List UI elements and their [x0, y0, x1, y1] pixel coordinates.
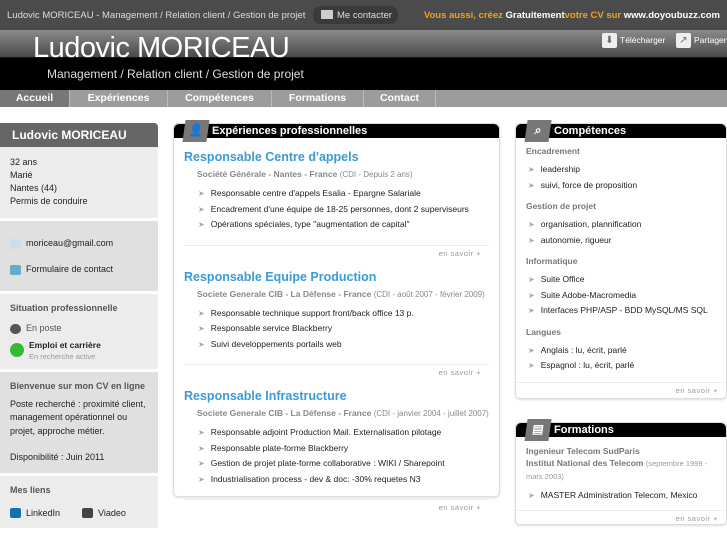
- sidebar-name: Ludovic MORICEAU: [0, 123, 158, 147]
- links-title: Mes liens: [10, 484, 51, 495]
- formations-header: ▤ Formations: [516, 423, 726, 437]
- welcome-section: [0, 372, 158, 473]
- header-subtitle: Management / Relation client / Gestion de projet: [47, 67, 304, 81]
- skill-item: ➤ autonomie, rigueur: [528, 233, 726, 249]
- formation-period: (septembre 1999 - mars 2003): [526, 459, 708, 481]
- skill-group-title: Langues: [526, 326, 561, 337]
- form-icon: [10, 265, 21, 275]
- linkedin-icon: [10, 508, 21, 518]
- tab-contact[interactable]: Contact: [364, 90, 436, 107]
- skill-item: ➤ Suite Office: [528, 272, 726, 288]
- contact-form-link[interactable]: Formulaire de contact: [10, 256, 148, 282]
- skill-item: ➤ organisation, plannification: [528, 217, 726, 233]
- competences-header: ⌕ Compétences: [516, 124, 726, 138]
- competences-card: [515, 123, 727, 399]
- job-task: ➤ Responsable adjoint Production Mail. Externalisation pilotage: [198, 425, 489, 441]
- job-period: (CDI - août 2007 - février 2009): [373, 289, 485, 299]
- download-icon: ⬇: [602, 33, 617, 48]
- job-more-link[interactable]: en savoir +: [184, 499, 489, 512]
- job-more-link[interactable]: en savoir +: [184, 364, 489, 377]
- emploi-label: Emploi et carrière: [29, 340, 101, 350]
- skill-group-title: Informatique: [526, 256, 578, 266]
- formation-item: ➤ MASTER Administration Telecom, Mexico: [528, 488, 726, 504]
- links-section: [0, 476, 158, 528]
- main-nav: [0, 90, 727, 107]
- viadeo-link[interactable]: Viadeo: [82, 507, 126, 520]
- welcome-text: Poste recherché : proximité client, management opérationnel ou projet, approche métier.: [10, 398, 146, 436]
- job-company: Société Générale - Nantes - France (CDI - Depuis 2 ans): [197, 169, 413, 179]
- skill-item: ➤ suivi, force de proposition: [528, 178, 726, 194]
- magnifier-icon: ⌕: [524, 120, 551, 142]
- promo-link[interactable]: Vous aussi, créez Gratuitementvotre CV sur www.doyoubuzz.com: [423, 10, 720, 21]
- skill-item: ➤ Anglais : lu, écrit, parlé: [528, 343, 726, 359]
- download-button[interactable]: ⬇ Télécharger: [602, 33, 665, 48]
- contact-section: [0, 221, 158, 291]
- job-task: ➤ Responsable plate-forme Blackberry: [198, 441, 489, 457]
- job-task: ➤ Suivi developpements portails web: [198, 337, 489, 353]
- person-icon: [10, 324, 21, 334]
- linkedin-link[interactable]: LinkedIn: [10, 507, 60, 520]
- situation-status: En poste: [26, 323, 62, 333]
- driving-license: Permis de conduire: [10, 196, 88, 206]
- job-more-link[interactable]: en savoir +: [184, 245, 489, 258]
- tab-experiences[interactable]: Expériences: [70, 90, 168, 107]
- job-entry: [174, 150, 499, 258]
- skill-item: ➤ Espagnol : lu, écrit, parlé: [528, 358, 726, 374]
- job-title[interactable]: Responsable Infrastructure: [184, 389, 347, 403]
- location: Nantes (44): [10, 183, 58, 193]
- skill-item: ➤ leadership: [528, 162, 726, 178]
- skill-item: ➤ Suite Adobe-Macromedia: [528, 288, 726, 304]
- age: 32 ans: [10, 157, 38, 167]
- job-title[interactable]: Responsable Equipe Production: [184, 269, 377, 284]
- left-sidebar: [0, 123, 158, 531]
- job-entry: [174, 270, 499, 378]
- job-task: ➤ Gestion de projet plate-forme collaborative : WIKI / Sharepoint: [198, 456, 489, 472]
- situation-section: [0, 294, 158, 369]
- welcome-title: Bienvenue sur mon CV en ligne: [10, 381, 146, 391]
- contact-button[interactable]: [313, 6, 398, 24]
- share-button[interactable]: ↗ Partager: [676, 33, 727, 48]
- status-green-icon: [10, 343, 24, 357]
- competences-more-link[interactable]: en savoir +: [516, 382, 726, 395]
- book-icon: ▤: [524, 419, 551, 441]
- person-icon: 👤: [182, 120, 209, 142]
- job-company: Societe Generale CIB - La Défense - France (CDI - janvier 2004 - juillet 2007): [197, 408, 489, 418]
- job-task: ➤ Encadrement d'une équipe de 18-25 personnes, dont 2 superviseurs: [198, 202, 489, 218]
- share-icon: ↗: [676, 33, 691, 48]
- situation-title: Situation professionnelle: [10, 303, 118, 313]
- school-name: Ingenieur Telecom SudParis: [526, 446, 640, 456]
- marital-status: Marié: [10, 170, 33, 180]
- personal-info: [0, 147, 158, 218]
- email-icon: [10, 239, 21, 249]
- email-link[interactable]: moriceau@gmail.com: [10, 230, 148, 256]
- job-task: ➤ Industrialisation process - dev & doc: -30% requetes N3: [198, 472, 489, 488]
- experiences-card: [173, 123, 500, 512]
- job-company: Societe Generale CIB - La Défense - France (CDI - août 2007 - février 2009): [197, 288, 485, 299]
- skill-group-title: Gestion de projet: [526, 201, 596, 211]
- skill-group-title: Encadrement: [526, 146, 580, 156]
- job-period: (CDI - Depuis 2 ans): [339, 170, 413, 179]
- emploi-sub: En recherche active: [29, 352, 96, 361]
- header-name: Ludovic MORICEAU: [33, 32, 290, 64]
- tab-accueil[interactable]: Accueil: [0, 90, 70, 107]
- job-entry: [174, 389, 499, 512]
- availability: Disponibilité : Juin 2011: [10, 452, 105, 462]
- page-title: Ludovic MORICEAU - Management / Relation client / Gestion de projet: [7, 10, 306, 21]
- tab-competences[interactable]: Compétences: [168, 90, 272, 107]
- institute-name: Institut National des Telecom: [526, 458, 644, 468]
- tab-formations[interactable]: Formations: [272, 90, 364, 107]
- experiences-header: 👤 Expériences professionnelles: [174, 124, 499, 138]
- header: [0, 30, 727, 90]
- contact-label: Me contacter: [337, 10, 392, 21]
- mail-icon: [321, 10, 333, 19]
- top-bar: [0, 0, 727, 30]
- job-task: ➤ Responsable technique support front/back office 13 p.: [198, 306, 489, 322]
- job-title[interactable]: Responsable Centre d'appels: [184, 150, 359, 164]
- job-task: ➤ Opérations spéciales, type "augmentation de capital": [198, 217, 489, 233]
- skill-item: ➤ Interfaces PHP/ASP - BDD MySQL/MS SQL: [528, 303, 726, 319]
- viadeo-icon: [82, 508, 93, 518]
- formations-more-link[interactable]: en savoir +: [516, 510, 726, 523]
- job-period: (CDI - janvier 2004 - juillet 2007): [373, 409, 489, 418]
- job-task: ➤ Responsable service Blackberry: [198, 321, 489, 337]
- formations-card: [515, 422, 727, 525]
- job-task: ➤ Responsable centre d'appels Esalia - Epargne Salariale: [198, 186, 489, 202]
